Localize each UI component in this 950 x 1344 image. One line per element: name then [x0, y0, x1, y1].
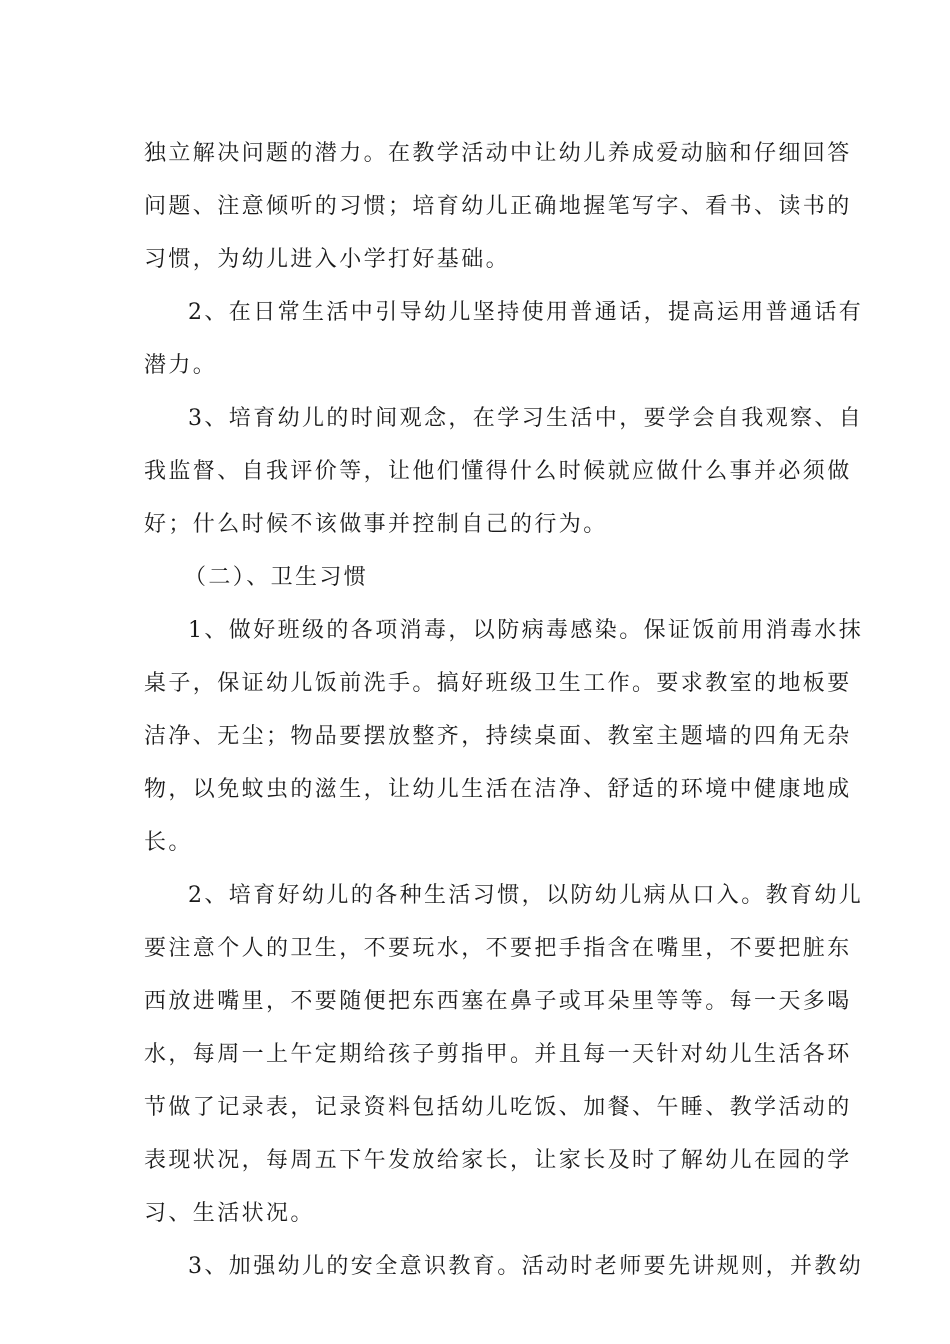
text-line: 习、生活状况。 — [144, 1201, 315, 1226]
text-line: 习惯，为幼儿进入小学打好基础。 — [144, 247, 511, 272]
paragraph-start-line: 3、加强幼儿的安全意识教育。活动时老师要先讲规则，并教幼 — [188, 1254, 864, 1279]
text-line: 好；什么时候不该做事并控制自己的行为。 — [144, 512, 608, 537]
paragraph-start-line: 2、培育好幼儿的各种生活习惯，以防幼儿病从口入。教育幼儿 — [188, 883, 864, 908]
paragraph-start-line: 1、做好班级的各项消毒，以防病毒感染。保证饭前用消毒水抹 — [188, 618, 864, 643]
text-line: 节做了记录表，记录资料包括幼儿吃饭、加餐、午睡、教学活动的 — [144, 1095, 852, 1120]
text-line: 潜力。 — [144, 353, 218, 378]
text-line: 物，以免蚊虫的滋生，让幼儿生活在洁净、舒适的环境中健康地成 — [144, 777, 852, 802]
text-line: 问题、注意倾听的习惯；培育幼儿正确地握笔写字、看书、读书的 — [144, 194, 852, 219]
section-heading: （二）、卫生习惯 — [184, 565, 369, 590]
text-line: 西放进嘴里，不要随便把东西塞在鼻子或耳朵里等等。每一天多喝 — [144, 989, 852, 1014]
text-line: 桌子，保证幼儿饭前洗手。搞好班级卫生工作。要求教室的地板要 — [144, 671, 852, 696]
text-line: 要注意个人的卫生，不要玩水，不要把手指含在嘴里，不要把脏东 — [144, 936, 852, 961]
text-line: 水，每周一上午定期给孩子剪指甲。并且每一天针对幼儿生活各环 — [144, 1042, 852, 1067]
text-line: 表现状况，每周五下午发放给家长，让家长及时了解幼儿在园的学 — [144, 1148, 852, 1173]
text-line: 独立解决问题的潜力。在教学活动中让幼儿养成爱动脑和仔细回答 — [144, 141, 852, 166]
paragraph-start-line: 2、在日常生活中引导幼儿坚持使用普通话，提高运用普通话有 — [188, 300, 864, 325]
paragraph-start-line: 3、培育幼儿的时间观念，在学习生活中，要学会自我观察、自 — [188, 406, 864, 431]
text-line: 洁净、无尘；物品要摆放整齐，持续桌面、教室主题墙的四角无杂 — [144, 724, 852, 749]
text-line: 我监督、自我评价等，让他们懂得什么时候就应做什么事并必须做 — [144, 459, 852, 484]
text-line: 长。 — [144, 830, 193, 855]
